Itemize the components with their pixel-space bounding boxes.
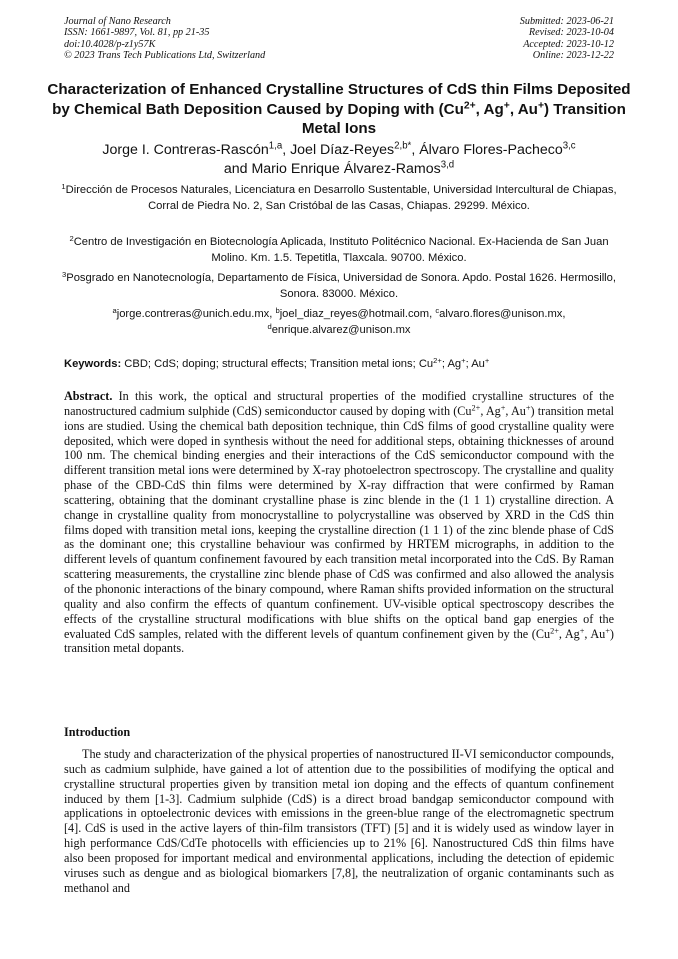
- affiliation-2: $^2$Centro de Investigación en Biotecnología Aplicada, Instituto Politécnico Nacional. Ex-Hacienda de San Juan Molino. Km. 1.5. Tepetitla, Tlaxcala. 90700. México.: [69, 233, 609, 264]
- journal-name: Journal of Nano Research: [64, 16, 171, 27]
- doi: doi:10.4028/p-z1y57K: [64, 38, 156, 50]
- author-name: , Joel Díaz-Reyes: [282, 142, 395, 158]
- revised-date: Revised: 2023-10-04: [528, 27, 614, 39]
- email-link[interactable]: jorge.contreras@unich.edu.mx,: [116, 308, 276, 320]
- affiliation-1: $^1$Dirección de Procesos Naturales, Licenciatura en Desarrollo Sustentable, Universidad Intercultural de Chiapas, Corral de Piedra No. 2, San Cristóbal de las Casas, Chiapas. 29299. México.: [61, 181, 617, 212]
- author-list: Jorge I. Contreras-Rascón$^{1,a}$, Joel Díaz-Reyes$^{2,b*}$, Álvaro Flores-Pacheco$^{3,c}$ and Mario Enrique Álvarez-Ramos$^{3,d}$: [102, 140, 576, 177]
- introduction-text: The study and characterization of the physical properties of nanostructured II-VI semiconductor compounds, such as cadmium sulphide, have gained a lot of attention due to the possibilities of modifying the optical and crystalline structural properties given by transition metal ion doping and the effects of quantum confinement induced by them [1-3]. Cadmium sulphide (CdS) is a direct broad bandgap semiconductor compound with applications in optoelectronic devices with emissions in the green-blue range of the electromagnetic spectrum [4]. CdS is used in the active layers of thin-film transistors (TFT) [5] and it is widely used as window layer in high performance CdS/CdTe photocells with efficiencies up to 21% [6]. Nanostructured CdS thin films have also been proposed for important medical and environmental applications, including the detection of epidemic viruses such as dengue and as biological biomarkers [7,8], the neutralization of organic contaminants such as methanol and: [64, 747, 614, 895]
- keywords-label: Keywords:: [64, 358, 122, 370]
- keywords: Keywords: CBD; CdS; doping; structural effects; Transition metal ions; $Cu^{2+}$; Ag+; Au+: [64, 355, 490, 370]
- journal-info: [64, 16, 265, 62]
- author-emails: $^a$jorge.contreras@unich.edu.mx, $^b$joel_diaz_reyes@hotmail.com, $^c$alvaro.flores@unison.mx, $^d$enrique.alvarez@unison.mx: [112, 305, 566, 336]
- issn-volume: ISSN: 1661-9897, Vol. 81, pp 21-35: [64, 27, 210, 39]
- submitted-date: Submitted: 2023-06-21: [519, 16, 614, 27]
- email-link[interactable]: alvaro.flores@unison.mx,: [439, 308, 566, 320]
- publication-dates: [520, 16, 614, 62]
- affiliation-3: $^3$Posgrado en Nanotecnología, Departamento de Física, Universidad de Sonora. Apdo. Postal 1626. Hermosillo, Sonora. 83000. México.: [62, 269, 616, 300]
- abstract: Abstract. In this work, the optical and structural properties of the modified crystalline structures of the nanostructured cadmium sulphide (CdS) semiconductor caused by doping with ($Cu^{2+}$, Ag+, Au+) transition metal ions are studied. Using the chemical bath deposition technique, thin CdS films of good crystalline quality were deposited, which were doped in synthesis without the need for additional steps, obtaining thicknesses of around 100 nm. The chemical binding energies and their interactions of the CdS semiconductor compound with the different transition metal ions were determined by X-ray photoelectron spectroscopy. The crystalline and quality phase of the CBD-CdS thin films were determined by X-ray diffraction that were confirmed by Raman scattering, obtaining that the dominant crystalline phase is zinc blende in the (1 1 1) crystalline direction. A change in crystalline quality from monocrystalline to polycrystalline was observed by XRD in the CdS thin films doped with transition metal ions, keeping the crystalline direction (1 1 1) of the zinc blende phase of CdS as the dominant one; this crystalline behaviour was confirmed by HRTEM micrographs, in addition to the different levels of quantum confinement favoured by each transition metal incorporated into the CdS. By Raman scattering measurements, the crystalline zinc blende phase of CdS was confirmed and also allowed the analysis of the phononic interactions of the binary compound, where Raman shifts provided information on the structural quality and also confirm the effects of quantum confinement. UV-visible optical spectroscopy describes the effects of the crystalline structural modifications with blue shifts on the optical band gap energies of the evaluated CdS samples, related with the different levels of quantum confinement given by the ($Cu^{2+}$, Ag+, Au+) transition metal dopants.: [64, 389, 615, 656]
- online-date: Online: 2023-12-22: [532, 50, 614, 62]
- author-name: Jorge I. Contreras-Rascón: [102, 142, 269, 158]
- abstract-label: Abstract.: [64, 389, 113, 403]
- author-name: and Mario Enrique Álvarez-Ramos: [223, 161, 441, 177]
- accepted-date: Accepted: 2023-10-12: [523, 38, 614, 50]
- introduction-heading: Introduction: [64, 725, 131, 739]
- email-link[interactable]: joel_diaz_reyes@hotmail.com,: [279, 308, 436, 320]
- author-name: , Álvaro Flores-Pacheco: [411, 142, 563, 158]
- copyright: © 2023 Trans Tech Publications Ltd, Switzerland: [64, 50, 266, 62]
- paper-title: Characterization of Enhanced Crystalline Structures of CdS thin Films Deposited by Chemical Bath Deposition Caused by Doping with ($Cu^{2+}$, Ag+, Au+) Transition Metal Ions: [47, 81, 631, 137]
- email-link[interactable]: enrique.alvarez@unison.mx: [271, 323, 411, 336]
